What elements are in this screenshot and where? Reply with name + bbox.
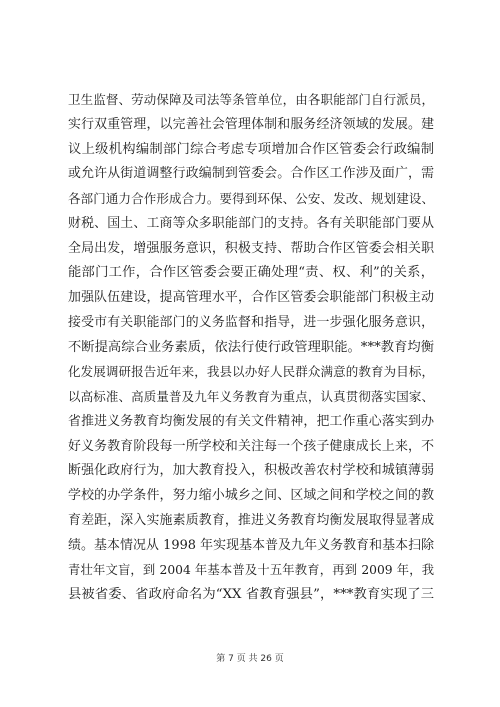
text-line-16: 断强化政府行为，加大教育投入，积极改善农村学校和城镇薄弱	[68, 463, 434, 479]
text-line-9: 加强队伍建设，提高管理水平，合作区管委会职能部门积极主动	[68, 290, 434, 305]
text-line-17: 学校的办学条件，努力缩小城乡之间、区域之间和学校之间的教	[68, 488, 434, 503]
text-line-3: 议上级机构编制部门综合考虑专项增加合作区管委会行政编制	[68, 141, 434, 157]
text-line-5: 各部门通力合作形成合力。要得到环保、公安、发改、规划建设、	[68, 191, 434, 206]
text-line-6: 财税、国土、工商等众多职能部门的支持。各有关职能部门要从	[68, 215, 434, 231]
text-line-18: 育差距，深入实施素质教育，推进义务教育均衡发展取得显著成	[68, 512, 434, 528]
text-line-7: 全局出发，增强服务意识，积极支持、帮助合作区管委会相关职	[68, 240, 434, 256]
text-line-19: 绩。基本情况从 1998 年实现基本普及九年义务教育和基本扫除	[68, 537, 434, 553]
text-line-4: 或允许从街道调整行政编制到管委会。合作区工作涉及面广，需	[68, 166, 434, 182]
text-line-20: 青壮年文盲，到 2004 年基本普及十五年教育，再到 2009 年，我	[68, 563, 434, 578]
text-line-14: 省推进义务教育均衡发展的有关文件精神，把工作重心落实到办	[68, 413, 434, 429]
text-line-15: 好义务教育阶段每一所学校和关注每一个孩子健康成长上来，不	[68, 438, 434, 454]
text-line-13: 以高标准、高质量普及九年义务教育为重点，认真贯彻落实国家、	[68, 389, 434, 404]
text-line-2: 实行双重管理，以完善社会管理体制和服务经济领域的发展。建	[68, 116, 434, 132]
page-number-footer: 第 7 页 共 26 页	[216, 654, 284, 664]
text-line-21: 县被省委、省政府命名为“XX 省教育强县”，***教育实现了三	[68, 587, 434, 602]
text-line-11: 不断提高综合业务素质，依法行使行政管理职能。***教育均衡	[68, 339, 434, 355]
text-line-1: 卫生监督、劳动保障及司法等条管单位，由各职能部门自行派员，	[68, 92, 434, 107]
text-line-12: 化发展调研报告近年来，我县以办好人民群众满意的教育为目标，	[68, 364, 434, 380]
document-body	[68, 88, 434, 608]
text-line-10: 接受市有关职能部门的义务监督和指导，进一步强化服务意识，	[68, 314, 434, 330]
text-line-8: 能部门工作，合作区管委会要正确处理“责、权、利”的关系，	[68, 265, 434, 281]
